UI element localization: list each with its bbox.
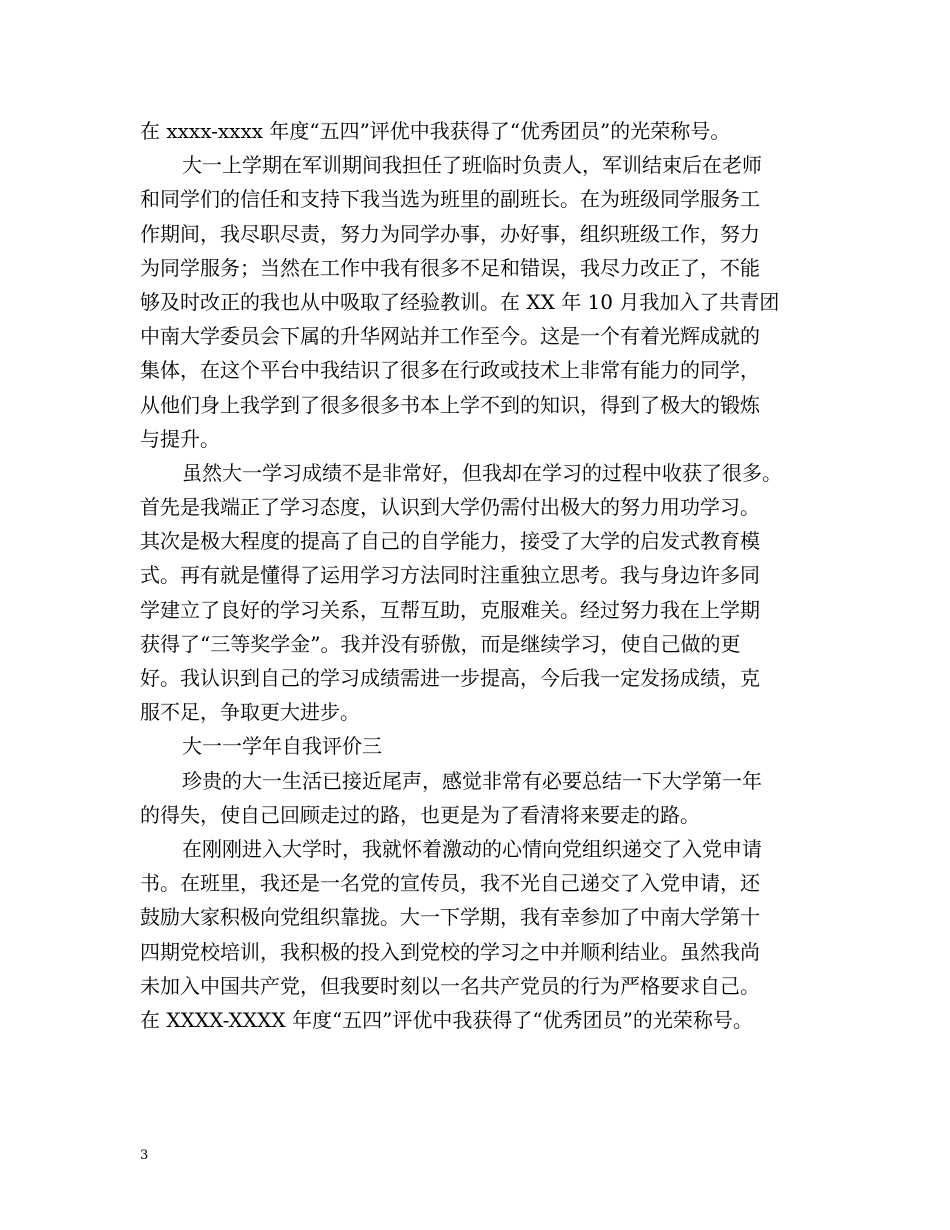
text-line: 在 XXXX-XXXX 年度“五四”评优中我获得了“优秀团员”的光荣称号。 (140, 1007, 753, 1032)
text-line: 好。我认识到自己的学习成绩需进一步提高，今后我一定发扬成绩，克 (140, 666, 760, 690)
text-line: 中南大学委员会下属的升华网站并工作至今。这是一个有着光辉成就的 (140, 324, 760, 349)
text-line: 集体，在这个平台中我结识了很多在行政或技术上非常有能力的同学， (140, 358, 760, 383)
text-line: 的得失，使自己回顾走过的路，也更是为了看清将来要走的路。 (140, 802, 700, 827)
text-line: 服不足，争取更大进步。 (140, 700, 360, 725)
text-line: 够及时改正的我也从中吸取了经验教训。在 XX 年 10 月我加入了共青团 (140, 289, 780, 314)
page-number: 3 (140, 1148, 149, 1163)
text-line: 在 xxxx-xxxx 年度“五四”评优中我获得了“优秀团员”的光荣称号。 (140, 119, 731, 143)
text-line: 首先是我端正了学习态度，认识到大学仍需付出极大的努力用功学习。 (140, 495, 760, 520)
text-line: 为同学服务；当然在工作中我有很多不足和错误，我尽力改正了，不能 (140, 255, 760, 280)
text-line: 和同学们的信任和支持下我当选为班里的副班长。在为班级同学服务工 (140, 187, 760, 212)
text-line: 虽然大一学习成绩不是非常好，但我却在学习的过程中收获了很多。 (182, 460, 782, 485)
text-line: 与提升。 (140, 426, 220, 451)
text-line: 珍贵的大一生活已接近尾声，感觉非常有必要总结一下大学第一年 (182, 768, 762, 793)
text-line: 鼓励大家积极向党组织靠拢。大一下学期，我有幸参加了中南大学第十 (140, 905, 760, 930)
text-line: 大一上学期在军训期间我担任了班临时负责人，军训结束后在老师 (182, 153, 762, 178)
body-text (140, 114, 816, 1037)
text-line: 大一一学年自我评价三 (182, 734, 382, 759)
text-line: 未加入中国共产党，但我要时刻以一名共产党员的行为严格要求自己。 (140, 973, 760, 998)
text-line: 书。在班里，我还是一名党的宣传员，我不光自己递交了入党申请，还 (140, 871, 760, 896)
text-line: 学建立了良好的学习关系，互帮互助，克服难关。经过努力我在上学期 (140, 597, 760, 622)
text-line: 作期间，我尽职尽责，努力为同学办事，办好事，组织班级工作，努力 (140, 221, 760, 246)
text-line: 其次是极大程度的提高了自己的自学能力，接受了大学的启发式教育模 (140, 529, 760, 554)
text-line: 从他们身上我学到了很多很多书本上学不到的知识，得到了极大的锻炼 (140, 392, 760, 417)
text-line: 四期党校培训，我积极的投入到党校的学习之中并顺利结业。虽然我尚 (140, 939, 760, 964)
text-line: 在刚刚进入大学时，我就怀着激动的心情向党组织递交了入党申请 (182, 836, 762, 861)
text-line: 式。再有就是懂得了运用学习方法同时注重独立思考。我与身边许多同 (140, 563, 760, 588)
text-line: 获得了“三等奖学金”。我并没有骄傲，而是继续学习，使自己做的更 (140, 631, 741, 656)
